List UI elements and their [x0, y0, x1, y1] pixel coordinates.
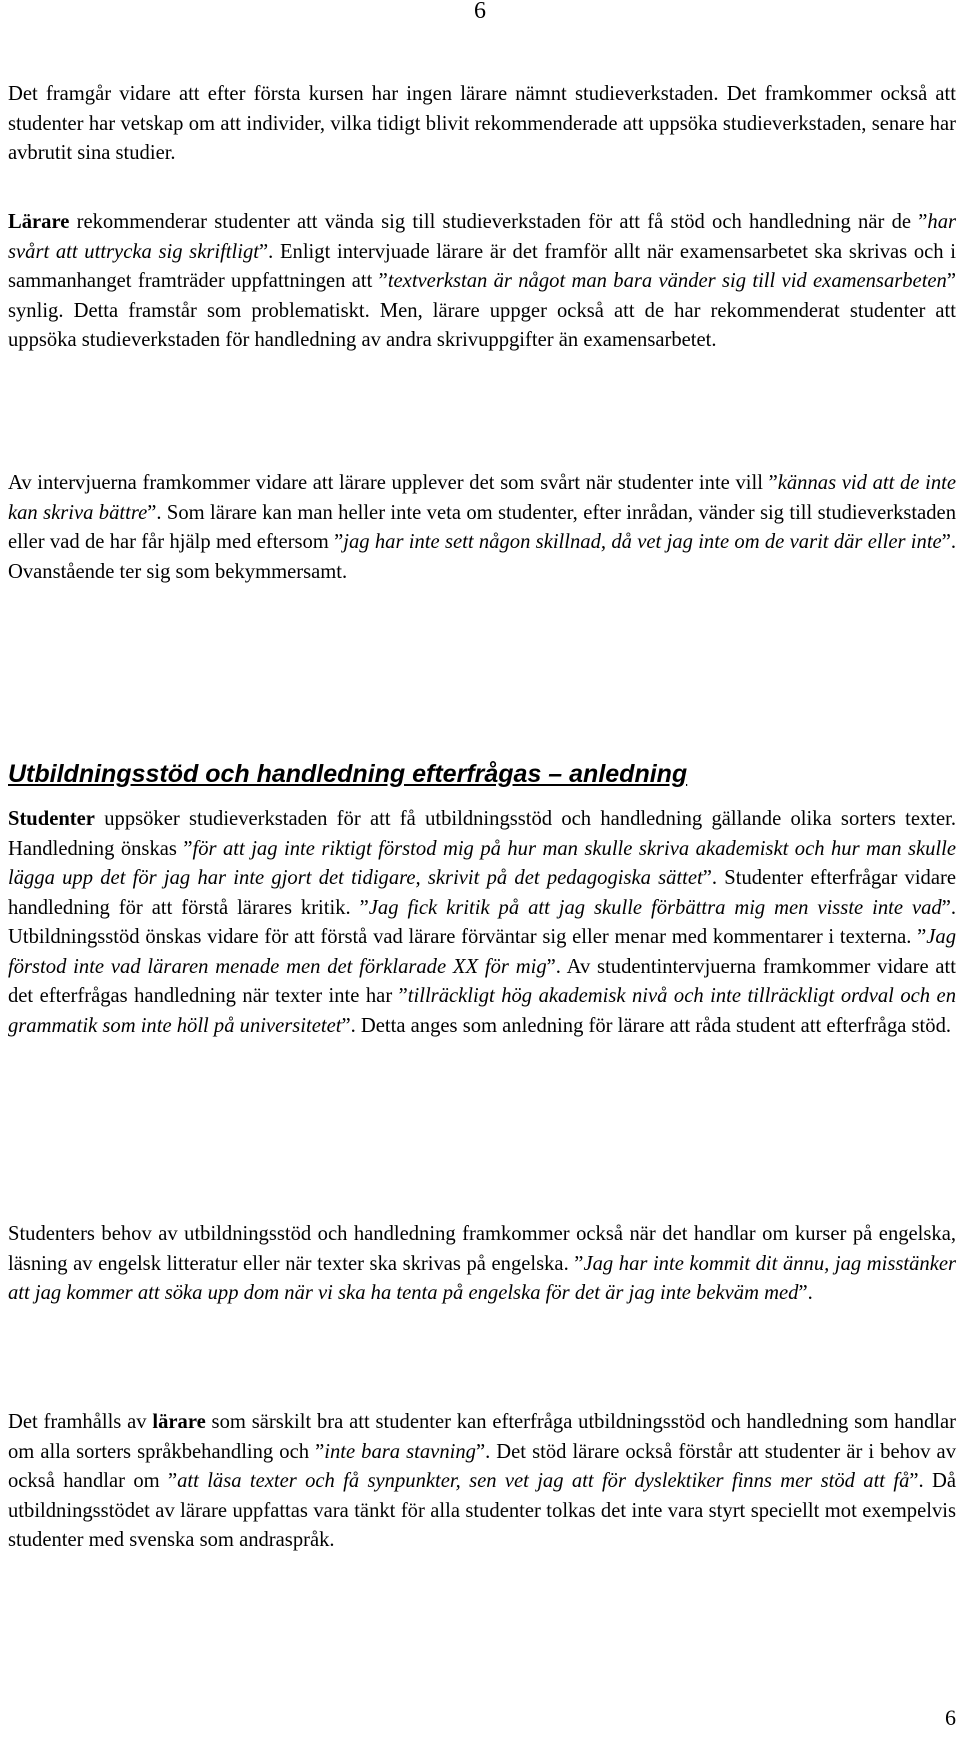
paragraph-text: ”. Detta anges som anledning för lärare att råda student att efterfråga stöd.: [341, 1014, 952, 1037]
paragraph-text: ” synlig. Detta framstår som problematiskt. Men, lärare uppger också att de har rekommenderat studenter att uppsöka studieverkstaden för handledning av andra skrivuppgifter än examensarbetet.: [8, 270, 956, 351]
quote: att läsa texter och få synpunkter, sen vet jag att för dyslektiker finns mer stöd att få: [177, 1470, 910, 1492]
paragraph-text: ”. Studenter efterfrågar vidare handledning för att förstå lärares kritik. ”: [8, 867, 956, 919]
paragraph-text: ”. Som lärare kan man heller inte veta om studenter, efter inrådan, vänder sig till studieverkstaden eller vad de har får hjälp med eftersom ”: [8, 501, 956, 553]
paragraph-3: [8, 469, 956, 587]
paragraph-2: [8, 208, 956, 356]
quote: Jag har inte kommit dit ännu, jag misstänker att jag kommer att söka upp dom när vi ska ha tenta på engelska för det är jag inte bekväm med: [8, 1252, 956, 1304]
quote: Jag förstod inte vad läraren menade men det förklarade XX för mig: [8, 926, 956, 978]
paragraph-text: ”. Av studentintervjuerna framkommer vidare att det efterfrågas handledning när texter inte har ”: [8, 955, 957, 1007]
section-heading: Utbildningsstöd och handledning efterfrågas – anledning: [8, 760, 688, 788]
quote: inte bara stavning: [324, 1440, 476, 1463]
page-number-top: 6: [474, 0, 486, 24]
page-number-bottom: 6: [945, 1705, 956, 1730]
quote: jag har inte sett någon skillnad, då vet jag inte om de varit där eller inte: [343, 531, 942, 553]
paragraph-text: ”. Det stöd lärare också förstår att studenter är i behov av också handlar om ”: [8, 1440, 956, 1492]
bold-term: Studenter: [8, 808, 95, 830]
paragraph-text: rekommenderar studenter att vända sig till studieverkstaden för att få stöd och handledning när de ”: [69, 211, 928, 233]
bold-term: lärare: [152, 1411, 206, 1433]
quote: tillräckligt hög akademisk nivå och inte tillräckligt ordval och en grammatik som inte höll på universitetet: [8, 985, 956, 1037]
paragraph-6: [8, 1408, 956, 1556]
bold-term: Lärare: [8, 211, 70, 233]
quote: för att jag inte riktigt förstod mig på hur man skulle skriva akademiskt och hur man skulle lägga upp det för jag har inte gjort det tidigare, skrivit på det pedagogiska sättet: [8, 837, 957, 889]
paragraph-text: Det framgår vidare att efter första kursen har ingen lärare nämnt studieverkstaden. Det framkommer också att studenter har vetskap om att individer, vilka tidigt blivit rekommenderade att uppsöka studieverkstaden, senare har avbrutit sina studier.: [8, 83, 956, 164]
quote: har svårt att uttrycka sig skriftligt: [8, 211, 956, 263]
paragraph-text: Studenters behov av utbildningsstöd och handledning framkommer också när det handlar om kurser på engelska, läsning av engelsk litteratur eller när texter ska skrivas på engelska. ”: [8, 1223, 956, 1275]
paragraph-text: Det framhålls av: [8, 1411, 153, 1433]
paragraph-4: [8, 805, 956, 1041]
paragraph-text: ”. Då utbildningsstödet av lärare uppfattas vara tänkt för alla studenter tolkas det inte vara styrt speciellt mot exempelvis studenter med svenska som andraspråk.: [8, 1470, 957, 1551]
paragraph-text: ”. Enligt intervjuade lärare är det framför allt när examensarbetet ska skrivas och i sammanhanget framträder uppfattningen att ”: [8, 240, 956, 292]
paragraph-text: ”.: [798, 1282, 813, 1304]
paragraph-text: uppsöker studieverkstaden för att få utbildningsstöd och handledning gällande olika sorters texter. Handledning önskas ”: [8, 808, 956, 860]
paragraph-text: Av intervjuerna framkommer vidare att lärare upplever det som svårt när studenter inte vill ”: [8, 472, 778, 494]
paragraph-text: som särskilt bra att studenter kan efterfråga utbildningsstöd och handledning som handlar om alla sorters språkbehandling och ”: [8, 1411, 957, 1463]
quote: textverkstan är något man bara vänder sig till vid examensarbeten: [387, 270, 947, 292]
quote: kännas vid att de inte kan skriva bättre: [8, 472, 956, 524]
paragraph-text: ”. Utbildningsstöd önskas vidare för att förstå vad lärare förväntar sig eller menar med kommentarer i texterna. ”: [8, 896, 956, 948]
quote: Jag fick kritik på att jag skulle förbättra mig men visste inte vad: [368, 896, 942, 919]
paragraph-text: ”. Ovanstående ter sig som bekymmersamt.: [8, 531, 956, 583]
paragraph-1: [8, 80, 956, 169]
paragraph-5: [8, 1220, 956, 1309]
